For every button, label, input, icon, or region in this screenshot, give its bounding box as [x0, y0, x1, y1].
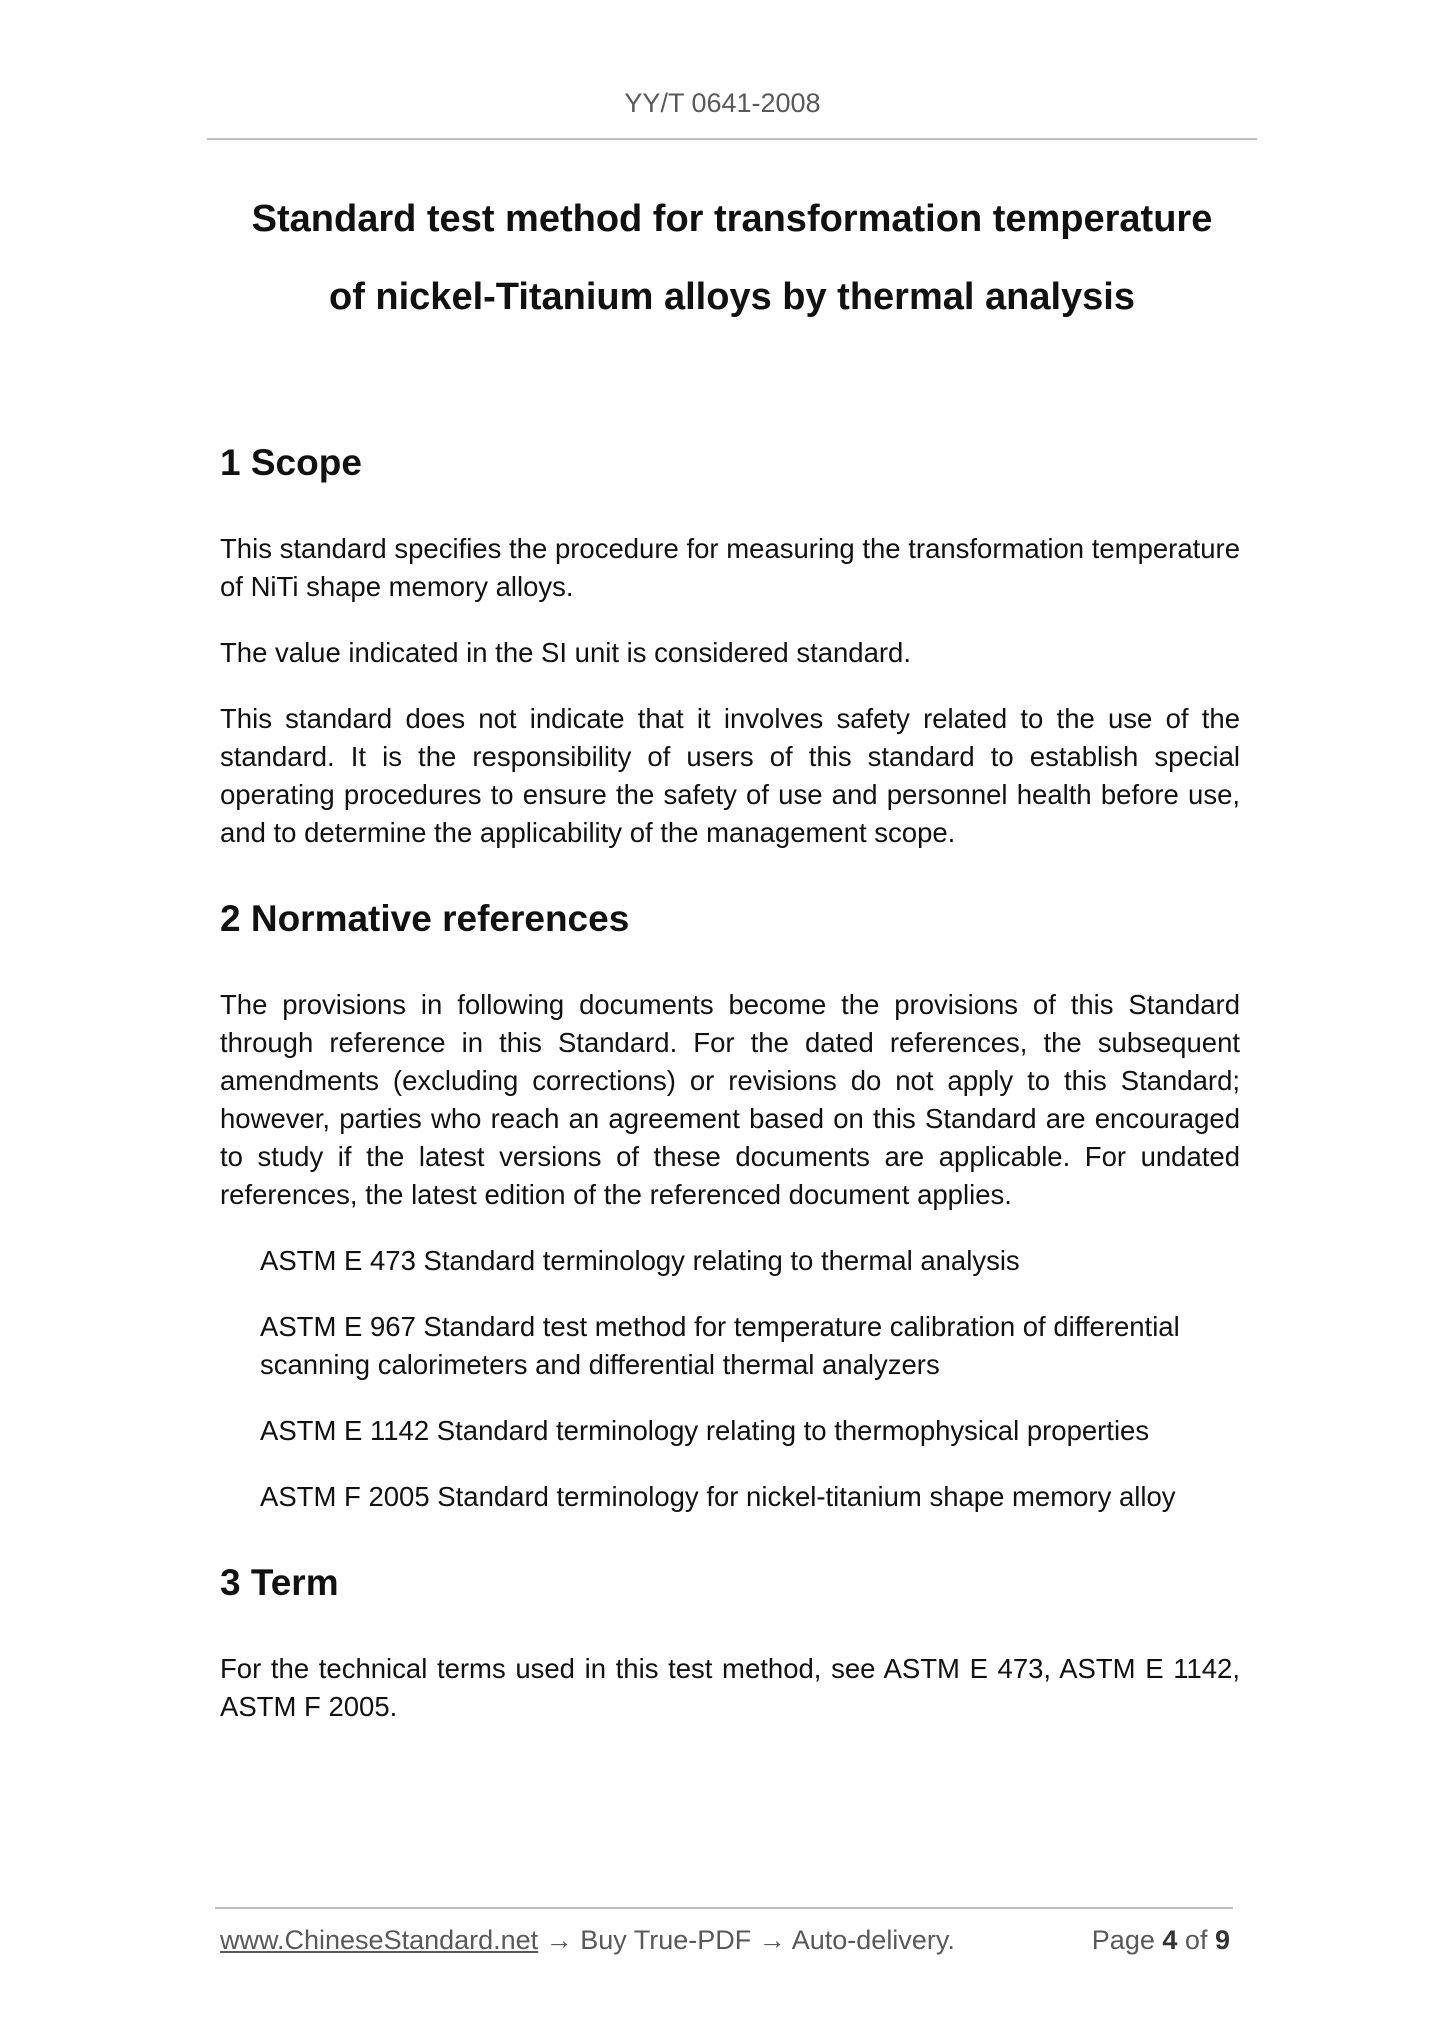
document-body: [220, 440, 1240, 1754]
reference-item: ASTM E 967 Standard test method for temperature calibration of differential scanning calorimeters and differential thermal analyzers: [260, 1311, 1180, 1380]
scope-paragraph-3: This standard does not indicate that it involves safety related to the use of the standard. It is the responsibility of users of this standard to establish special operating procedures to ensure the safety of use and personnel health before use, and to determine the applicability of the management scope.: [220, 703, 1240, 848]
reference-item: ASTM E 473 Standard terminology relating to thermal analysis: [260, 1245, 1020, 1276]
page-indicator: [1092, 1925, 1230, 1956]
section-term: [220, 1560, 1240, 1726]
section-heading-term: 3 Term: [220, 1562, 339, 1603]
header-divider: [207, 138, 1257, 140]
references-intro: The provisions in following documents become the provisions of this Standard through reference in this Standard. For the dated references, the subsequent amendments (excluding corrections) or revisions do not apply to this Standard; however, parties who reach an agreement based on this Standard are encouraged to study if the latest versions of these documents are applicable. For undated references, the latest edition of the referenced document applies.: [220, 989, 1240, 1210]
footer-promo-text: → Buy True-PDF → Auto-delivery.: [538, 1925, 955, 1955]
reference-item: ASTM E 1142 Standard terminology relating to thermophysical properties: [260, 1415, 1150, 1446]
document-title: [207, 180, 1257, 336]
page-footer: [220, 1925, 1230, 1956]
document-code-header: YY/T 0641-2008: [624, 88, 821, 118]
scope-paragraph-2: The value indicated in the SI unit is considered standard.: [220, 637, 911, 668]
page-current: 4: [1162, 1925, 1178, 1955]
footer-divider: [215, 1907, 1233, 1909]
page-of-label: of: [1184, 1925, 1208, 1955]
term-paragraph: For the technical terms used in this test method, see ASTM E 473, ASTM E 1142, ASTM F 2005.: [220, 1653, 1240, 1722]
section-heading-scope: 1 Scope: [220, 442, 362, 483]
scope-paragraph-1: This standard specifies the procedure for measuring the transformation temperature of NiTi shape memory alloys.: [220, 533, 1240, 602]
reference-item: ASTM F 2005 Standard terminology for nickel-titanium shape memory alloy: [260, 1481, 1176, 1512]
page-label: Page: [1091, 1925, 1155, 1955]
section-normative-references: [220, 896, 1240, 1516]
title-line-1: Standard test method for transformation temperature: [251, 198, 1213, 240]
title-line-2: of nickel-Titanium alloys by thermal analysis: [328, 276, 1135, 318]
section-scope: [220, 440, 1240, 852]
page-total: 9: [1214, 1925, 1230, 1955]
website-link[interactable]: www.ChineseStandard.net: [220, 1925, 539, 1955]
section-heading-references: 2 Normative references: [220, 898, 630, 939]
